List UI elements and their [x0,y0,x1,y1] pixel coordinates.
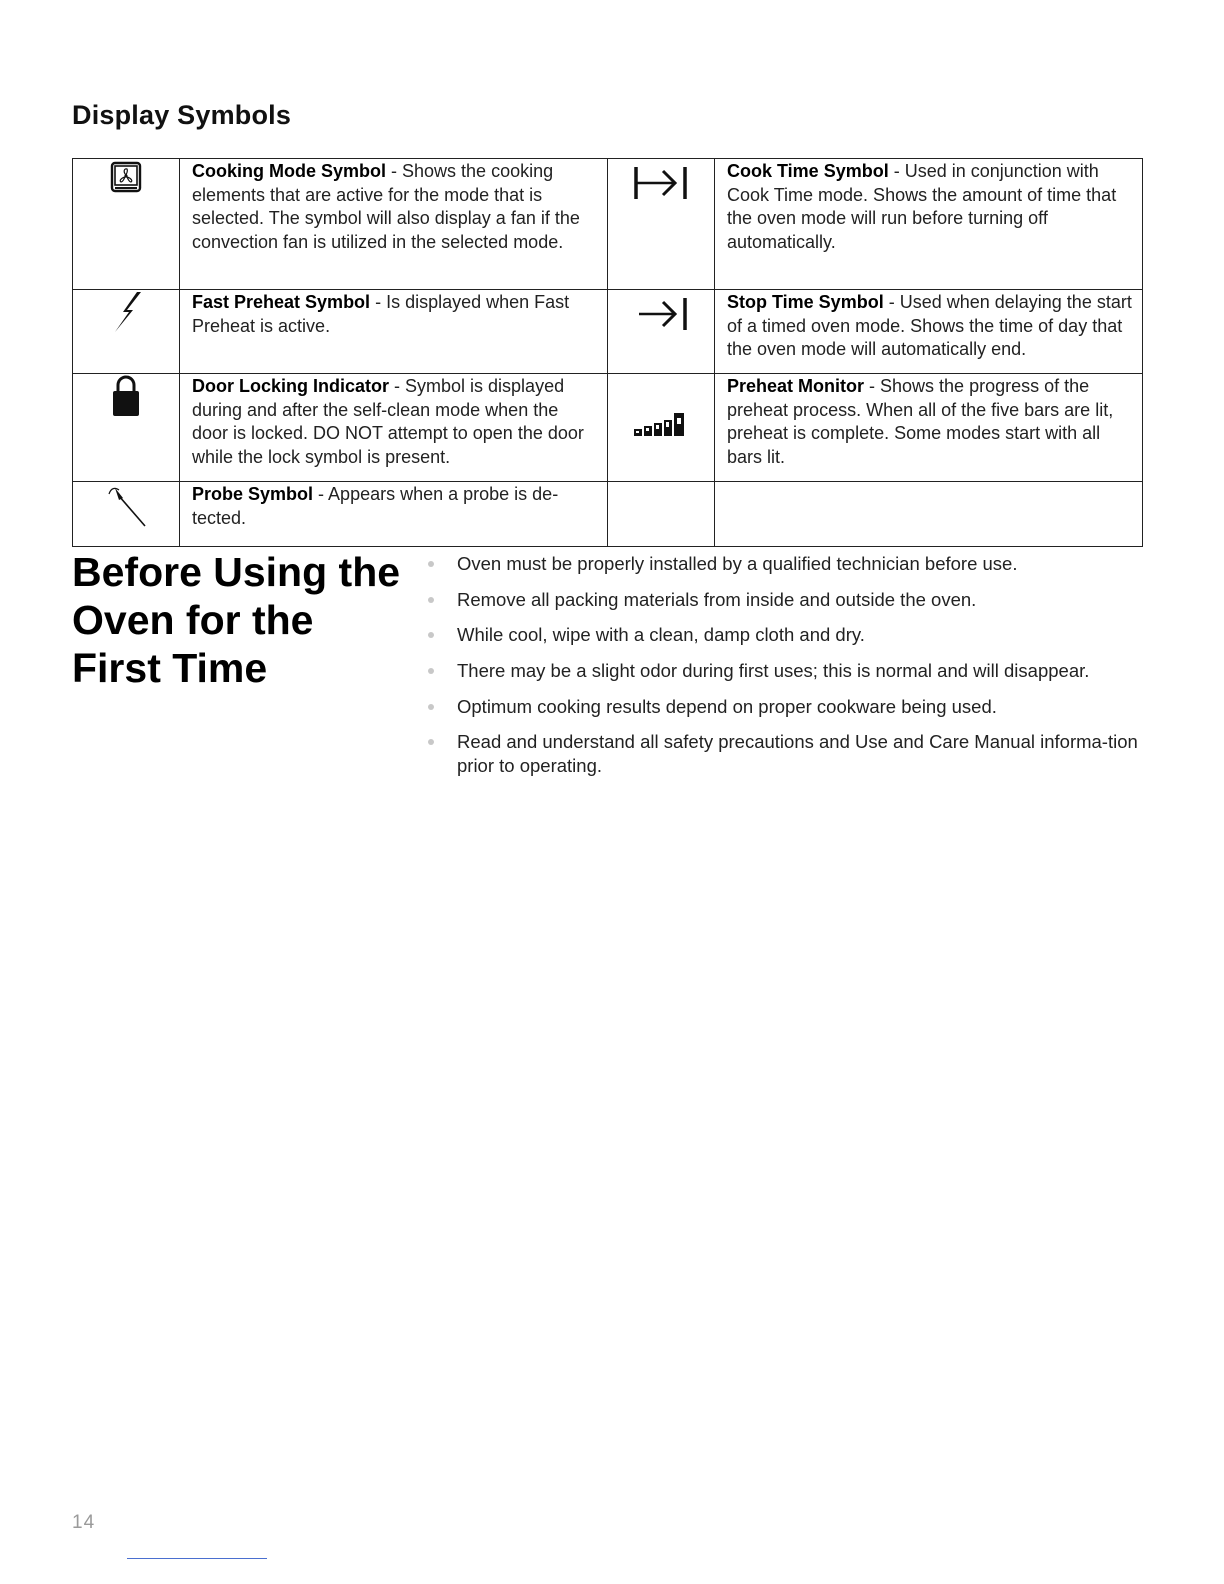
icon-cell [608,290,715,374]
table-row [73,374,1143,482]
bullet-icon [428,704,434,710]
bullet-icon [428,739,434,745]
section-title: Display Symbols [72,100,292,130]
bullet-icon [428,668,434,674]
bullet-icon [428,597,434,603]
before-using-heading [72,548,400,692]
probe-description: Probe Symbol - Appears when a probe is de-tected. [180,482,608,547]
cooking-mode-icon [110,161,142,193]
icon-cell [608,159,715,290]
list-item: Oven must be properly installed by a qualified technician before use. [424,552,1154,576]
cook-time-icon [631,163,691,203]
icon-cell [73,290,180,374]
heading-line: Oven for the [72,597,314,643]
heading-line: Before Using the [72,549,401,595]
door-lock-description: Door Locking Indicator - Symbol is displayed during and after the self-clean mode when the door is locked. DO NOT attempt to open the door while the lock symbol is present. [180,374,608,482]
icon-cell [73,374,180,482]
probe-icon [101,484,151,528]
icon-cell [73,482,180,547]
before-using-list [424,552,1154,790]
bullet-icon [428,632,434,638]
heading-line: First Time [72,645,268,691]
empty-cell [715,482,1143,547]
list-item: Optimum cooking results depend on proper cookware being used. [424,695,1154,719]
bullet-icon [428,561,434,567]
preheat-monitor-icon [632,410,690,440]
empty-cell [608,482,715,547]
page-number: 14 [72,1512,96,1533]
list-item: While cool, wipe with a clean, damp cloth and dry. [424,623,1154,647]
stop-time-icon [631,294,691,334]
table-row [73,290,1143,374]
list-item: There may be a slight odor during first uses; this is normal and will disappear. [424,659,1154,683]
table-row [73,159,1143,290]
table-row [73,482,1143,547]
list-item: Read and understand all safety precautions and Use and Care Manual informa-tion prior to operating. [424,730,1154,778]
cook-time-description: Cook Time Symbol - Used in conjunction with Cook Time mode. Shows the amount of time that the oven mode will run before turning off automatically. [715,159,1143,290]
lock-icon [111,374,141,418]
icon-cell [608,374,715,482]
cooking-mode-description: Cooking Mode Symbol - Shows the cooking elements that are active for the mode that is selected. The symbol will also display a fan if the convection fan is utilized in the selected mode. [180,159,608,290]
stop-time-description: Stop Time Symbol - Used when delaying the start of a timed oven mode. Shows the time of day that the oven mode will automatically end. [715,290,1143,374]
icon-cell [73,159,180,290]
list-item: Remove all packing materials from inside and outside the oven. [424,588,1154,612]
preheat-monitor-description: Preheat Monitor - Shows the progress of the preheat process. When all of the five bars are lit, preheat is complete. Some modes start with all bars lit. [715,374,1143,482]
display-symbols-table [72,158,1143,547]
footer-rule [127,1558,267,1559]
fast-preheat-icon [111,290,147,334]
fast-preheat-description: Fast Preheat Symbol - Is displayed when Fast Preheat is active. [180,290,608,374]
